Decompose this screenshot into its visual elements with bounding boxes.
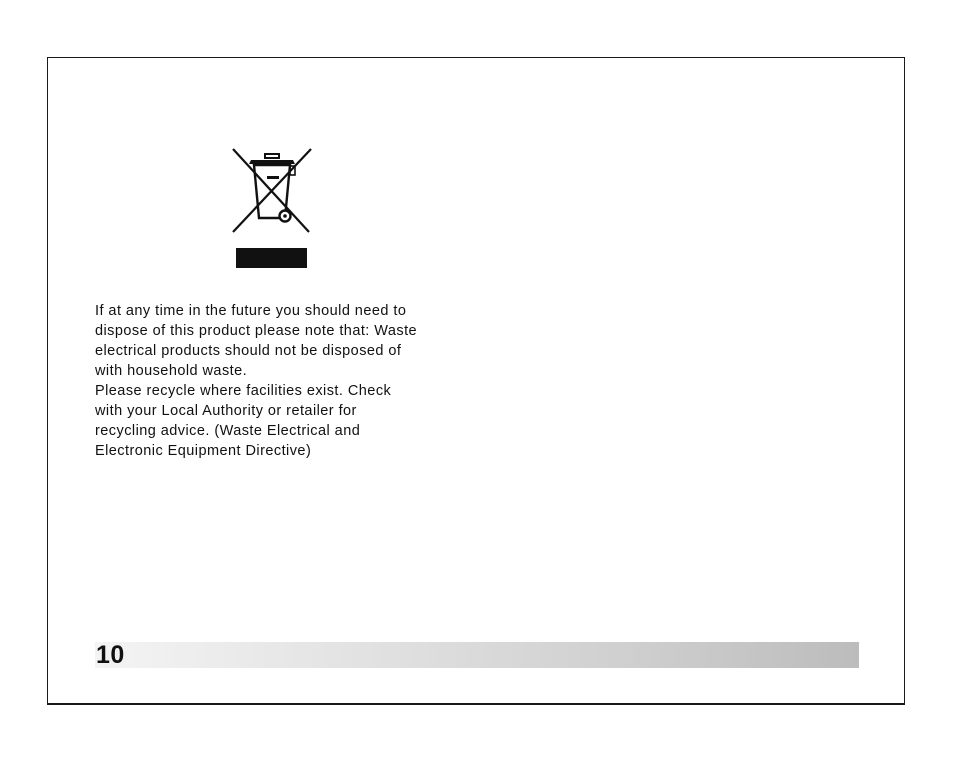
notice-line: with household waste. (95, 363, 248, 379)
notice-line: dispose of this product please note that: Waste (95, 323, 418, 339)
notice-line: If at any time in the future you should need to (95, 303, 407, 319)
page-number: 10 (96, 641, 125, 669)
notice-line: recycling advice. (Waste Electrical and (95, 423, 361, 439)
notice-line: Please recycle where facilities exist. Check (95, 383, 392, 399)
page-number-bar (95, 642, 859, 668)
disposal-notice (95, 301, 465, 461)
crossed-out-wheelie-bin-icon (229, 146, 313, 270)
notice-line: with your Local Authority or retailer for (95, 403, 357, 419)
notice-line: electrical products should not be disposed of (95, 343, 402, 359)
notice-line: Electronic Equipment Directive) (95, 443, 312, 459)
